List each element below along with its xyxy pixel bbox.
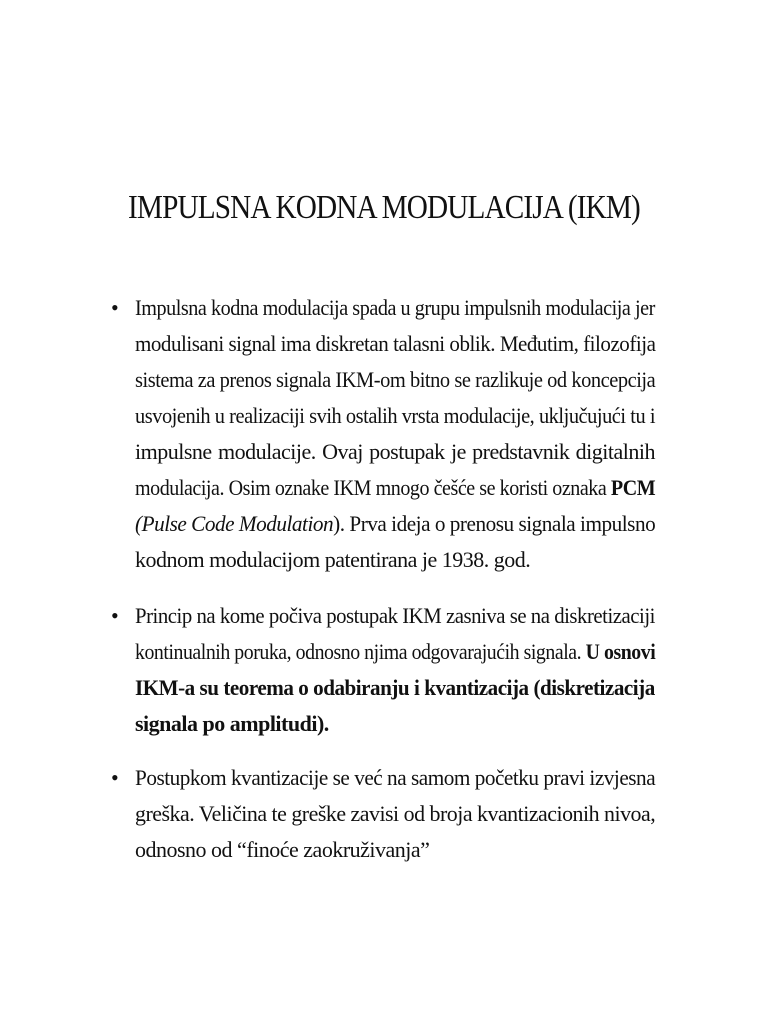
pcm-abbreviation: PCM (610, 475, 656, 500)
text-line: impulsne modulacije. Ovaj postupak je predstavnik digitalnih (135, 439, 655, 464)
text-span: modulacija. Osim oznake IKM mnogo češće se koristi oznaka (135, 475, 611, 500)
text-line: Princip na kome počiva postupak IKM zasniva se na diskretizaciji (135, 603, 655, 628)
text-line: greška. Veličina te greške zavisi od broja kvantizacionih nivoa, (135, 801, 656, 826)
text-line (135, 506, 655, 542)
text-line: IKM-a su teorema o odabiranju i kvantizacija (diskretizacija (135, 675, 655, 700)
bullet-icon: • (111, 765, 119, 790)
bold-span: U osnovi (585, 639, 656, 664)
text-line: Impulsna kodna modulacija spada u grupu impulsnih modulacija jer (135, 295, 655, 320)
text-span: ). Prva ideja o prenosu signala impulsno (333, 511, 656, 536)
bullet-icon: • (111, 295, 119, 320)
text-line (135, 634, 655, 670)
text-line: kodnom modulacijom patentirana je 1938. god. (135, 547, 531, 572)
text-line: modulisani signal ima diskretan talasni oblik. Međutim, filozofija (135, 331, 656, 356)
text-line: odnosno od “finoće zaokruživanja” (135, 837, 430, 862)
text-line (135, 470, 655, 506)
text-line: sistema za prenos signala IKM-om bitno se razlikuje od koncepcija (135, 367, 656, 392)
bullet-icon: • (111, 603, 119, 628)
text-line: Postupkom kvantizacije se već na samom početku pravi izvjesna (135, 765, 656, 790)
text-line: usvojenih u realizaciji svih ostalih vrsta modulacije, uključujući tu i (135, 403, 656, 428)
text-span: kontinualnih poruka, odnosno njima odgovarajućih signala. (135, 639, 586, 664)
text-line: signala po amplitudi). (135, 711, 329, 736)
page-title: IMPULSNA KODNA MODULACIJA (IKM) (128, 189, 640, 226)
pcm-expansion: (Pulse Code Modulation (135, 511, 334, 536)
